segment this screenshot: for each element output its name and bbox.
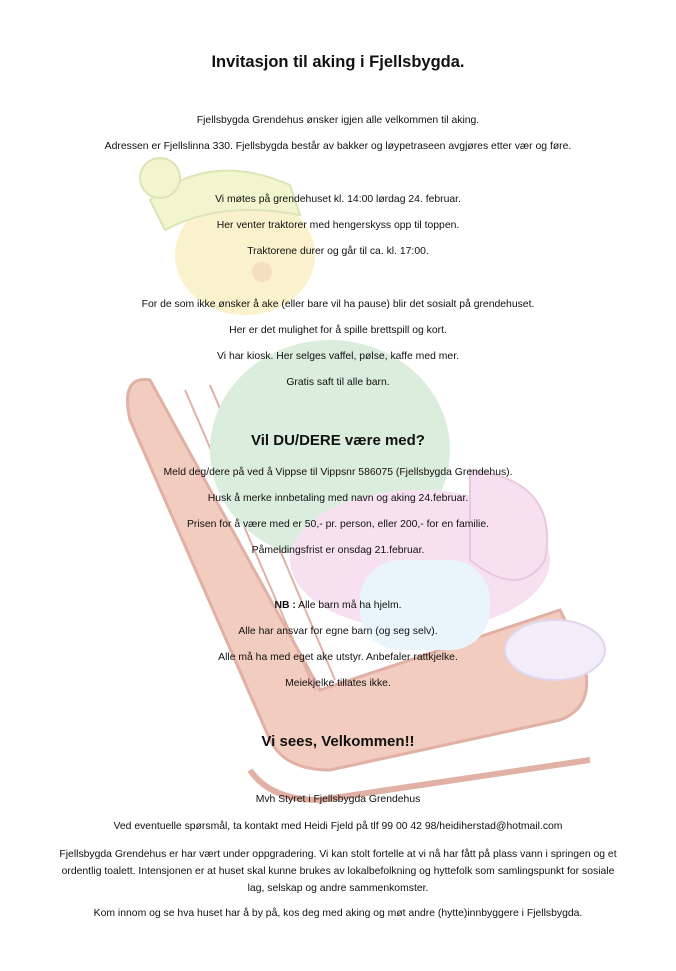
social-line: For de som ikke ønsker å ake (eller bare vil ha pause) blir det sosialt på grendehuset. [141,299,535,310]
join-line: Prisen for å være med er 50,- pr. person, eller 200,- for en familie. [186,519,490,530]
contact-line: Ved eventuelle spørsmål, ta kontakt med Heidi Fjeld på tlf 99 00 42 98/heidiherstad@hotmail.com [113,821,563,832]
schedule-line: Her venter traktorer med hengerskyss opp til toppen. [216,220,460,231]
join-heading: Vil DU/DERE være med? [251,432,425,449]
signature: Mvh Styret i Fjellsbygda Grendehus [255,794,421,805]
intro-line: Adressen er Fjellslinna 330. Fjellsbygda består av bakker og løypetraseen avgjøres etter vær og føre. [104,141,572,152]
join-line: Meld deg/dere på ved å Vippse til Vippsnr 586075 (Fjellsbygda Grendehus). [163,467,513,478]
nb-text: Alle barn må ha hjelm. [295,600,402,611]
join-line: Påmeldingsfrist er onsdag 21.februar. [251,545,425,556]
social-line: Her er det mulighet for å spille brettspill og kort. [229,325,447,336]
schedule-line: Traktorene durer og går til ca. kl. 17:00. [247,246,429,257]
nb-label: NB : [274,600,296,611]
rules-line: Alle har ansvar for egne barn (og seg selv). [238,626,438,637]
social-line: Gratis saft til alle barn. [286,377,390,388]
social-line: Vi har kiosk. Her selges vaffel, pølse, kaffe med mer. [217,351,459,362]
outro-line: Kom innom og se hva huset har å by på, kos deg med aking og møt andre (hytte)innbyggere i Fjellsbygda. [93,908,583,919]
join-line: Husk å merke innbetaling med navn og aking 24.februar. [207,493,469,504]
schedule-line: Vi møtes på grendehuset kl. 14:00 lørdag 24. februar. [215,194,461,205]
about-paragraph: Fjellsbygda Grendehus er har vært under oppgradering. Vi kan stolt fortelle at vi nå har fått på plass vann i springen og et ordentlig toalett. Intensjonen er at huset skal kunne brukes av lokalbefolkning og hyttefolk som samlingspunkt for sosiale lag, selskap og andre sammenkomster. [59,849,617,894]
page-title: Invitasjon til aking i Fjellsbygda. [211,53,465,71]
closing-heading: Vi sees, Velkommen!! [261,733,415,750]
rules-line: Alle må ha med eget ake utstyr. Anbefaler rattkjelke. [218,652,458,663]
rules-line: Meiekjelke tillates ikke. [285,678,391,689]
intro-line: Fjellsbygda Grendehus ønsker igjen alle velkommen til aking. [196,115,480,126]
nb-line [0,599,676,613]
